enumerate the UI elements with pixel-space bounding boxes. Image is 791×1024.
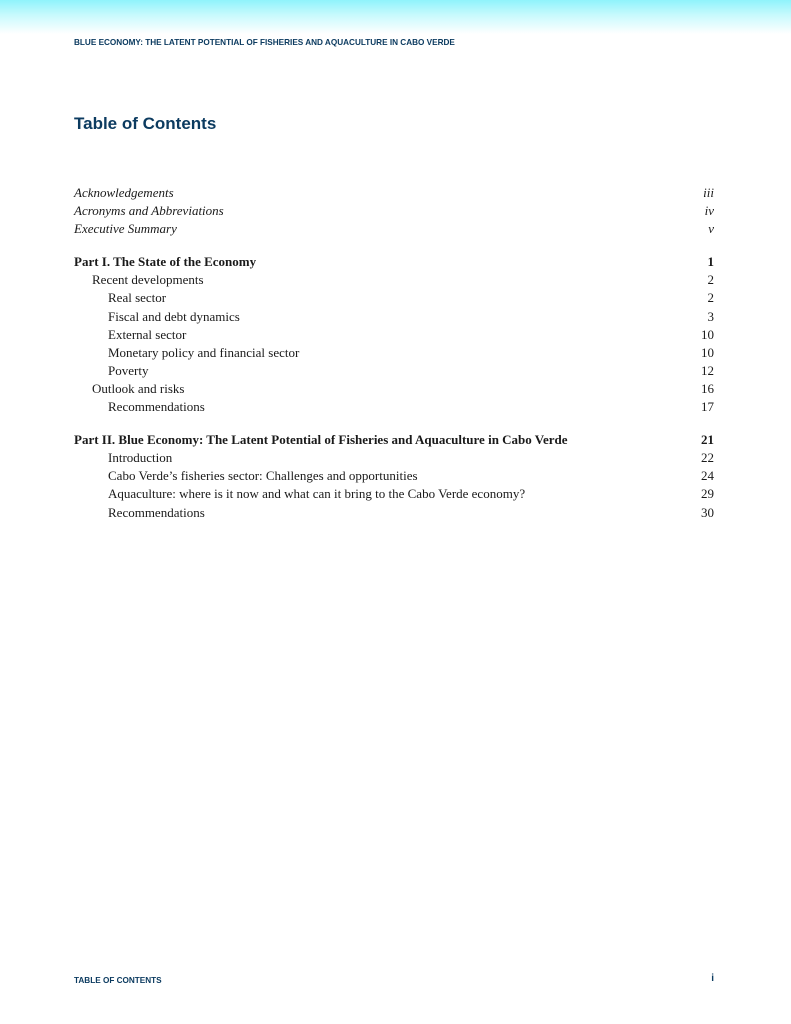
toc-entry-page: 22: [701, 450, 714, 466]
toc-entry-page: 10: [701, 344, 714, 360]
toc-entry-label: Real sector: [108, 290, 167, 306]
toc-entry-label: Recent developments: [92, 272, 204, 288]
header-band: [0, 0, 791, 34]
toc-entry-label: Outlook and risks: [92, 380, 185, 396]
toc-part-label: Part II. Blue Economy: The Latent Potential of Fisheries and Aquaculture in Cabo Verde: [74, 432, 568, 448]
toc-entry-recent-developments[interactable]: [74, 271, 714, 289]
toc-entry-real-sector[interactable]: [74, 289, 714, 307]
toc-entry-page: 30: [701, 504, 714, 520]
toc-entry-label: Recommendations: [108, 504, 205, 520]
toc-entry-acknowledgements[interactable]: [74, 184, 714, 202]
toc-entry-label: Monetary policy and financial sector: [108, 344, 300, 360]
toc-entry-fiscal-debt[interactable]: [74, 308, 714, 326]
toc-entry-label: Cabo Verde’s fisheries sector: Challenges and opportunities: [108, 468, 418, 484]
toc-entry-label: External sector: [108, 326, 187, 342]
toc-entry-label: Executive Summary: [74, 221, 177, 237]
toc-entry-monetary-policy[interactable]: [74, 344, 714, 362]
toc-entry-page: 29: [701, 486, 714, 502]
toc-entry-page: 24: [701, 468, 714, 484]
table-of-contents: [74, 184, 714, 522]
toc-entry-page: 10: [701, 326, 714, 342]
toc-entry-executive-summary[interactable]: [74, 220, 714, 238]
toc-entry-recommendations-part1[interactable]: [74, 398, 714, 416]
toc-entry-aquaculture[interactable]: [74, 485, 714, 503]
toc-entry-label: Poverty: [108, 362, 149, 378]
footer-page-number: i: [711, 973, 714, 984]
toc-part-2[interactable]: [74, 431, 714, 449]
toc-entry-label: Introduction: [108, 450, 173, 466]
toc-entry-introduction[interactable]: [74, 449, 714, 467]
toc-entry-outlook-risks[interactable]: [74, 380, 714, 398]
page-title: Table of Contents: [74, 114, 217, 133]
toc-entry-page: 2: [707, 272, 714, 288]
toc-entry-external-sector[interactable]: [74, 326, 714, 344]
toc-entry-page: 17: [701, 399, 714, 415]
toc-entry-label: Fiscal and debt dynamics: [108, 308, 240, 324]
toc-entry-recommendations-part2[interactable]: [74, 504, 714, 522]
toc-entry-page: 3: [707, 308, 714, 324]
toc-part-1[interactable]: [74, 253, 714, 271]
footer-section-label: TABLE OF CONTENTS: [74, 976, 162, 985]
section-gap: [74, 238, 714, 253]
toc-entry-label: Acknowledgements: [74, 185, 174, 200]
toc-entry-page: 12: [701, 362, 714, 378]
toc-entry-page: 2: [707, 290, 714, 306]
toc-part-page: 21: [701, 432, 714, 448]
toc-entry-label: Acronyms and Abbreviations: [74, 203, 224, 219]
running-header: BLUE ECONOMY: THE LATENT POTENTIAL OF FISHERIES AND AQUACULTURE IN CABO VERDE: [74, 38, 455, 47]
toc-entry-fisheries-sector[interactable]: [74, 467, 714, 485]
toc-part-page: 1: [707, 254, 714, 270]
toc-entry-page: v: [708, 221, 714, 237]
toc-entry-page: iv: [704, 203, 714, 219]
section-gap: [74, 416, 714, 431]
toc-entry-poverty[interactable]: [74, 362, 714, 380]
toc-entry-acronyms[interactable]: [74, 202, 714, 220]
toc-entry-page: iii: [703, 185, 714, 200]
toc-entry-label: Aquaculture: where is it now and what can it bring to the Cabo Verde economy?: [108, 486, 526, 502]
toc-entry-label: Recommendations: [108, 399, 205, 415]
toc-part-label: Part I. The State of the Economy: [74, 254, 257, 270]
toc-entry-page: 16: [701, 380, 714, 396]
